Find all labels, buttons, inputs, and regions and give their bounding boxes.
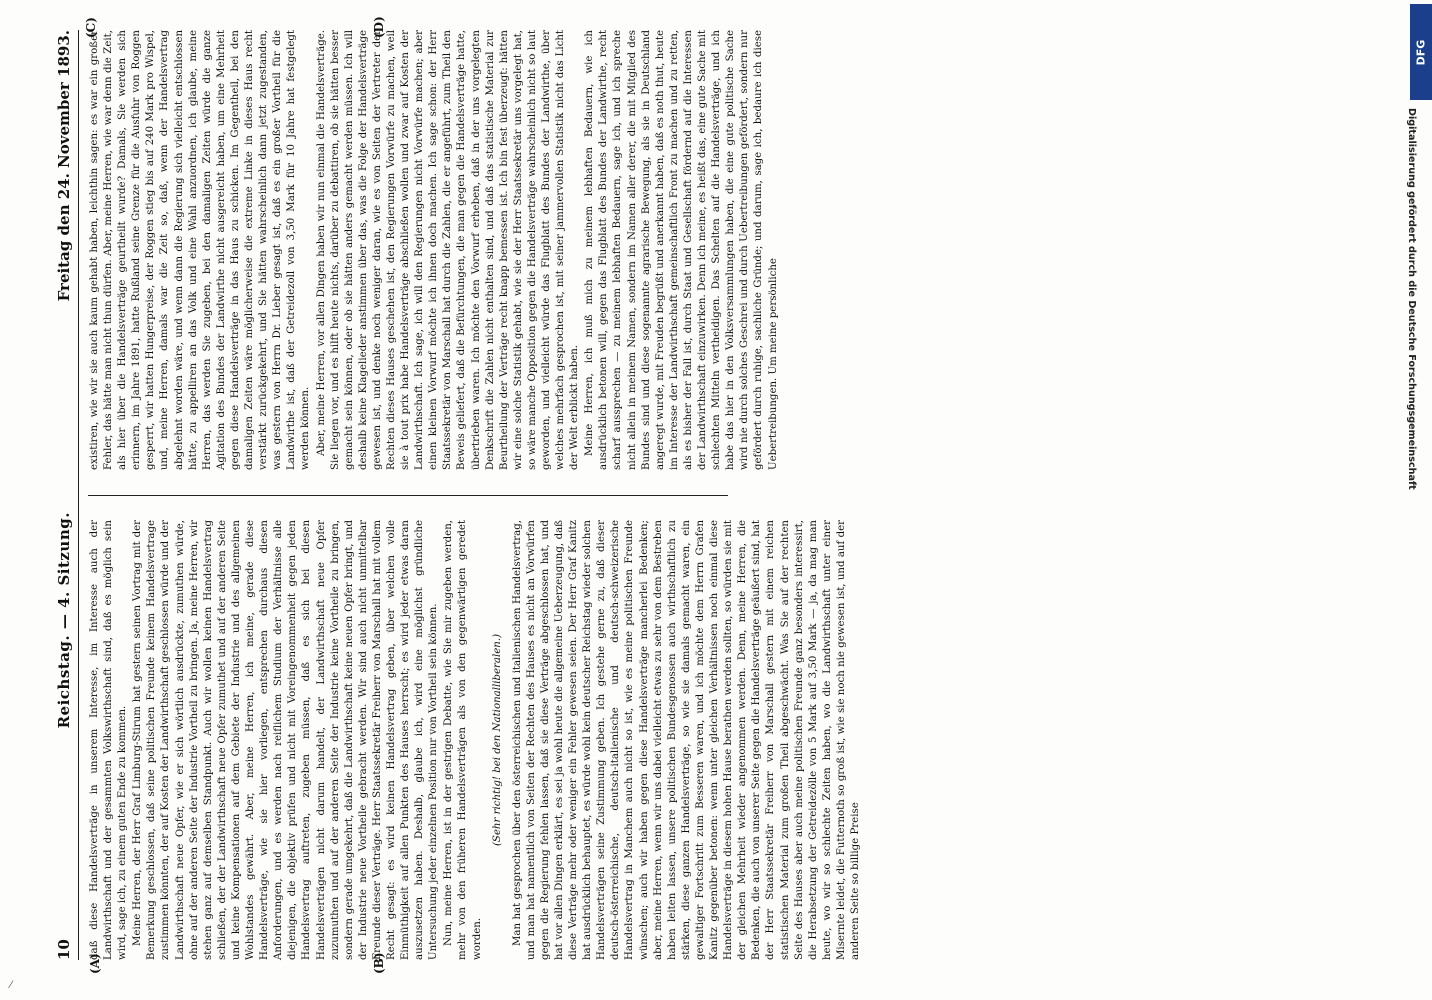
running-head — [50, 30, 79, 960]
paragraph: Meine Herren, ich muß mich zu meinem lebhaften Bedauern, wie ich ausdrücklich betonen will, gegen das Flugblatt des Bundes der Landwirthe, recht scharf aussprechen — zu meinem lebhaften Bedauern, sage ich, und ich spreche nicht allein in meinem Namen, sondern im Namen aller derer, die mit Mitglied des Bundes sind und diese sogenannte agrarische Bewegung, als sie in Deutschland angeregt wurde, mit Freuden begrüßt und anerkannt haben, daß es noth thut, heute im Interesse der Landwirthschaft gemeinschaftlich Front zu machen und zu retten, als es bisher der Fall ist, durch Staat und Gesellschaft fördernd auf die Interessen der Landwirthschaft einzuwirken. Denn ich meine, es heißt das, eine gute Sache mit schlechten Mitteln vertheidigen. Das Schelten auf die Handelsverträge, und ich habe das hier in den Volksversammlungen haben, die eine gute politische Sache wird nie durch solches Geschrei und durch Uebertreibungen gefördert, sondern nur gefördert durch ruhige, sachliche Gründe; und darum, sage ich, bedaure ich diese Uebertreibungen. Um meine persönliche — [584, 30, 779, 470]
page-number: 10 — [55, 939, 73, 960]
scan-mark: ⁄ — [10, 980, 12, 991]
session-date: Freitag den 24. November 1893. — [55, 30, 73, 302]
paragraph: Aber, meine Herren, vor allen Dingen haben wir nun einmal die Handelsverträge. Sie liegen vor, und es hilft heute nichts, darüber zu debattiren, ob sie hätten besser gemacht sein können, oder ob sie hätten anders gemacht werden müssen. Ich will deshalb keine Klagelieder anstimmen über das, was die Folge der Handelsverträge gewesen ist, und denke noch weniger daran, wie es von Seiten der Vertreter der Rechten dieses Hauses geschehen ist, den Regierungen Vorwürfe zu machen, weil sie à tout prix habe Handelsverträge abschließen wollen und zwar auf Kosten der Landwirthschaft. Ich sage, ich will den Regierungen nicht Vorwürfe machen; aber einen kleinen Vorwurf möchte ich ihnen doch machen. Ich sage schon: der Herr Staatssekretär von Marschall hat durch die Zahlen, die er angeführt, zum Theil den Beweis geliefert, daß die Befürchtungen, die man gegen die Handelsverträge hatte, übertrieben waren. Ich möchte den Vorwurf erheben, daß in der uns vorgelegten Denkschrift die Zahlen nicht enthalten sind, und daß das statistische Material zur Beurtheilung der Verträge recht knapp bemessen ist. Ich bin fest überzeugt: hätten wir eine solche Statistik gehabt, wie sie der Herr Staatssekretär uns vorgelegt hat, so wäre manche Opposition gegen die Handelsverträge wahrscheinlich nicht so laut geworden, und vielleicht würde das Flugblatt des Bundes der Landwirthe, über welches mehrfach gesprochen ist, mit seiner jammervollen Statistik nicht das Licht der Welt erblickt haben. — [315, 30, 581, 470]
dfg-logo: DFG — [1414, 39, 1428, 65]
session-title: Reichstag. — 4. Sitzung. — [55, 512, 73, 729]
paragraph: Man hat gesprochen über den österreichischen und italienischen Handelsvertrag, und man hat namentlich von Seiten der Rechten des Hauses es nicht an Vorwürfen gegen die Regierung fehlen lassen, daß sie diese Verträge abgeschlossen hat, und hat vor allen Dingen erklärt, es sei ja wohl heute die allgemeine Ueberzeugung, daß diese Verträge mehr oder weniger ein Fehler gewesen seien. Der Herr Graf Kanitz hat ausdrücklich behauptet, es würde wohl kein deutscher Reichstag wieder solchen Handelsverträgen seine Zustimmung geben. Ich gestehe gerne zu, daß dieser deutsch-österreichische, deutsch-italienische und deutsch-schweizerische Handelsvertrag in Manchem auch nicht so ist, wie es meine politischen Freunde wünschen; auch wir haben gegen diese Handelsverträge mancherlei Bedenken; aber, meine Herren, wenn wir uns dabei vielleicht etwas zu sehr von dem Bestreben haben leiten lassen, unsere politischen Bundesgenossen auch wirthschaftlich zu stärken, diese ganzen Handelsverträge, so wie sie damals gemacht waren, ein gewaltiger Fortschritt zum Besseren waren, und ich möchte dem Herrn Grafen Kanitz gegenüber betonen: wenn unter gleichen Verhältnissen noch einmal diese Handelsverträge in diesem hohen Hause berathen werden sollten, so würden sie mit der gleichen Mehrheit wieder angenommen werden. Denn, meine Herren, die Bedenken, die auch von unserer Seite gegen die Handelsverträge geäußert sind, hat der Herr Staatssekretär Freiherr von Marschall gestern mit einem reichen statistischen Material zum großen Theil abgeschwächt. Was Sie auf der rechten Seite des Hauses aber auch meine politischen Freunde ganz besonders interessirt, die Herabsetzung der Getreidezölle von 5 Mark auf 3,50 Mark — ja, da mag man heute, wo wir so schlechte Zeiten haben, wo die Landwirthschaft unter einer Misernte leidet, die Futternoth so groß ist, wie sie noch nie gewesen ist, und auf der anderen Seite so billige Preise — [511, 520, 861, 960]
paragraph: Meine Herren, der Herr Graf Limburg-Stirum hat gestern seinen Vortrag mit der Bemerkung geschlossen, daß seine politischen Freunde keinem Handelsvertrage zustimmen könnten, der auf Kosten der Landwirthschaft geschlossen würde und der Landwirthschaft neue Opfer, wie er sich wörtlich ausdrückte, zumuthen würde, ohne auf der anderen Seite der Industrie Vortheil zu bringen. Ja, meine Herren, wir stehen ganz auf demselben Standpunkt. Auch wir wollen keinen Handelsvertrag schließen, der der Landwirthschaft neue Opfer zumuthet und auf der anderen Seite und keine Kompensationen auf dem Gebiete der Industrie und des allgemeinen Wohlstandes gewährt. Aber, meine Herren, ich meine, gerade diese Handelsverträge, wie sie hier vorliegen, entsprechen durchaus diesen Anforderungen, und es werden nach reiflichem Studium der Verhältnisse alle diejenigen, die objektiv prüfen und nicht mit Voreingenommenheit gegen jeden Handelsvertrag auftreten, zugeben müssen, daß es sich bei diesen Handelsverträgen nicht darum handelt, der Landwirthschaft neue Opfer zuzumuthen und auf der anderen Seite der Industrie keine Vortheile zu bringen, sondern gerade umgekehrt, daß die Landwirthschaft keine neuen Opfer bringt, und der Industrie neue Vortheile gebracht werden. Wir sind auch nicht unmittelbar Freunde dieser Verträge. Herr Staatssekretär Freiherr von Marschall hat mit vollem Recht gesagt: es wird keinen Handelsvertrag geben, über welchen volle Einmüthigkeit auf allen Punkten des Hauses herrscht; es wird jeder etwas daran auszusetzen haben. Deshalb, glaube ich, wird eine möglichst gründliche Untersuchung jeder einzelnen Position nur von Vortheil sein können. — [132, 520, 440, 960]
paragraph: Nun, meine Herren, ist in der gestrigen Debatte, wie Sie mir zugeben werden, mehr von den früheren Handelsverträgen als von den gegenwärtigen geredet worden. — [443, 520, 483, 960]
digitization-credit: Digitalisierung gefördert durch die Deutsche Forschungsgemeinschaft — [1406, 108, 1417, 490]
margin-marker-c: (C) — [84, 17, 98, 38]
left-column — [88, 520, 861, 960]
right-column — [88, 30, 779, 470]
margin-marker-b: (B) — [372, 952, 386, 974]
paragraph: existiren, wie wir sie auch kaum gehabt haben, leichthin sagen: es war ein großer Fehler, das hätte man nicht thun dürfen. Aber, meine Herren, wie war denn die Zeit, als hier über die Handelsverträge geurtheilt wurde? Damals, Sie werden sich erinnern, im Jahre 1891, hatte Rußland seine Grenze für die Ausfuhr von Roggen gesperrt, wir hatten Hungerpreise, der Roggen stieg bis auf 240 Mark pro Wispel, und, meine Herren, damals war die Zeit so, daß, wenn der Handelsvertrag abgelehnt worden wäre, und wenn dann die Regierung sich vielleicht entschlossen hätte, zu appelliren an das Volk und eine Wahl anzuordnen, ich glaube, meine Herren, das werden Sie zugeben, bei den damaligen Zeiten würde die ganze Agitation des Bundes der Landwirthe nicht ausgereicht haben, um eine Mehrheit gegen diese Handelsverträge in das Haus zu schicken. Im Gegentheil, bei den damaligen Zeiten wäre möglicherweise die extreme Linke in dieses Haus recht verstärkt zurückgekehrt, und Sie hätten wahrscheinlich dann jetzt zugestanden, was gestern von Herrn Dr. Lieber gesagt ist, daß es ein großer Vortheil für die Landwirthe ist, daß der Getreidezoll von 3,50 Mark für 10 Jahre hat festgelegt werden können. — [89, 30, 312, 470]
dfg-logo-badge — [1410, 4, 1432, 100]
interjection: (Sehr richtig! bei den Nationalliberalen.) — [491, 633, 503, 847]
paragraph: daß diese Handelsverträge in unserem Interesse, im Interesse auch der Landwirthschaft und der gesammten Volkswirthschaft sind, daß es möglich sein wird, sage ich, zu einem guten Ende zu kommen. — [89, 520, 129, 960]
column-divider — [88, 495, 728, 496]
margin-marker-d: (D) — [372, 16, 386, 38]
margin-marker-a: (A) — [88, 953, 102, 974]
printed-sheet — [50, 16, 861, 974]
